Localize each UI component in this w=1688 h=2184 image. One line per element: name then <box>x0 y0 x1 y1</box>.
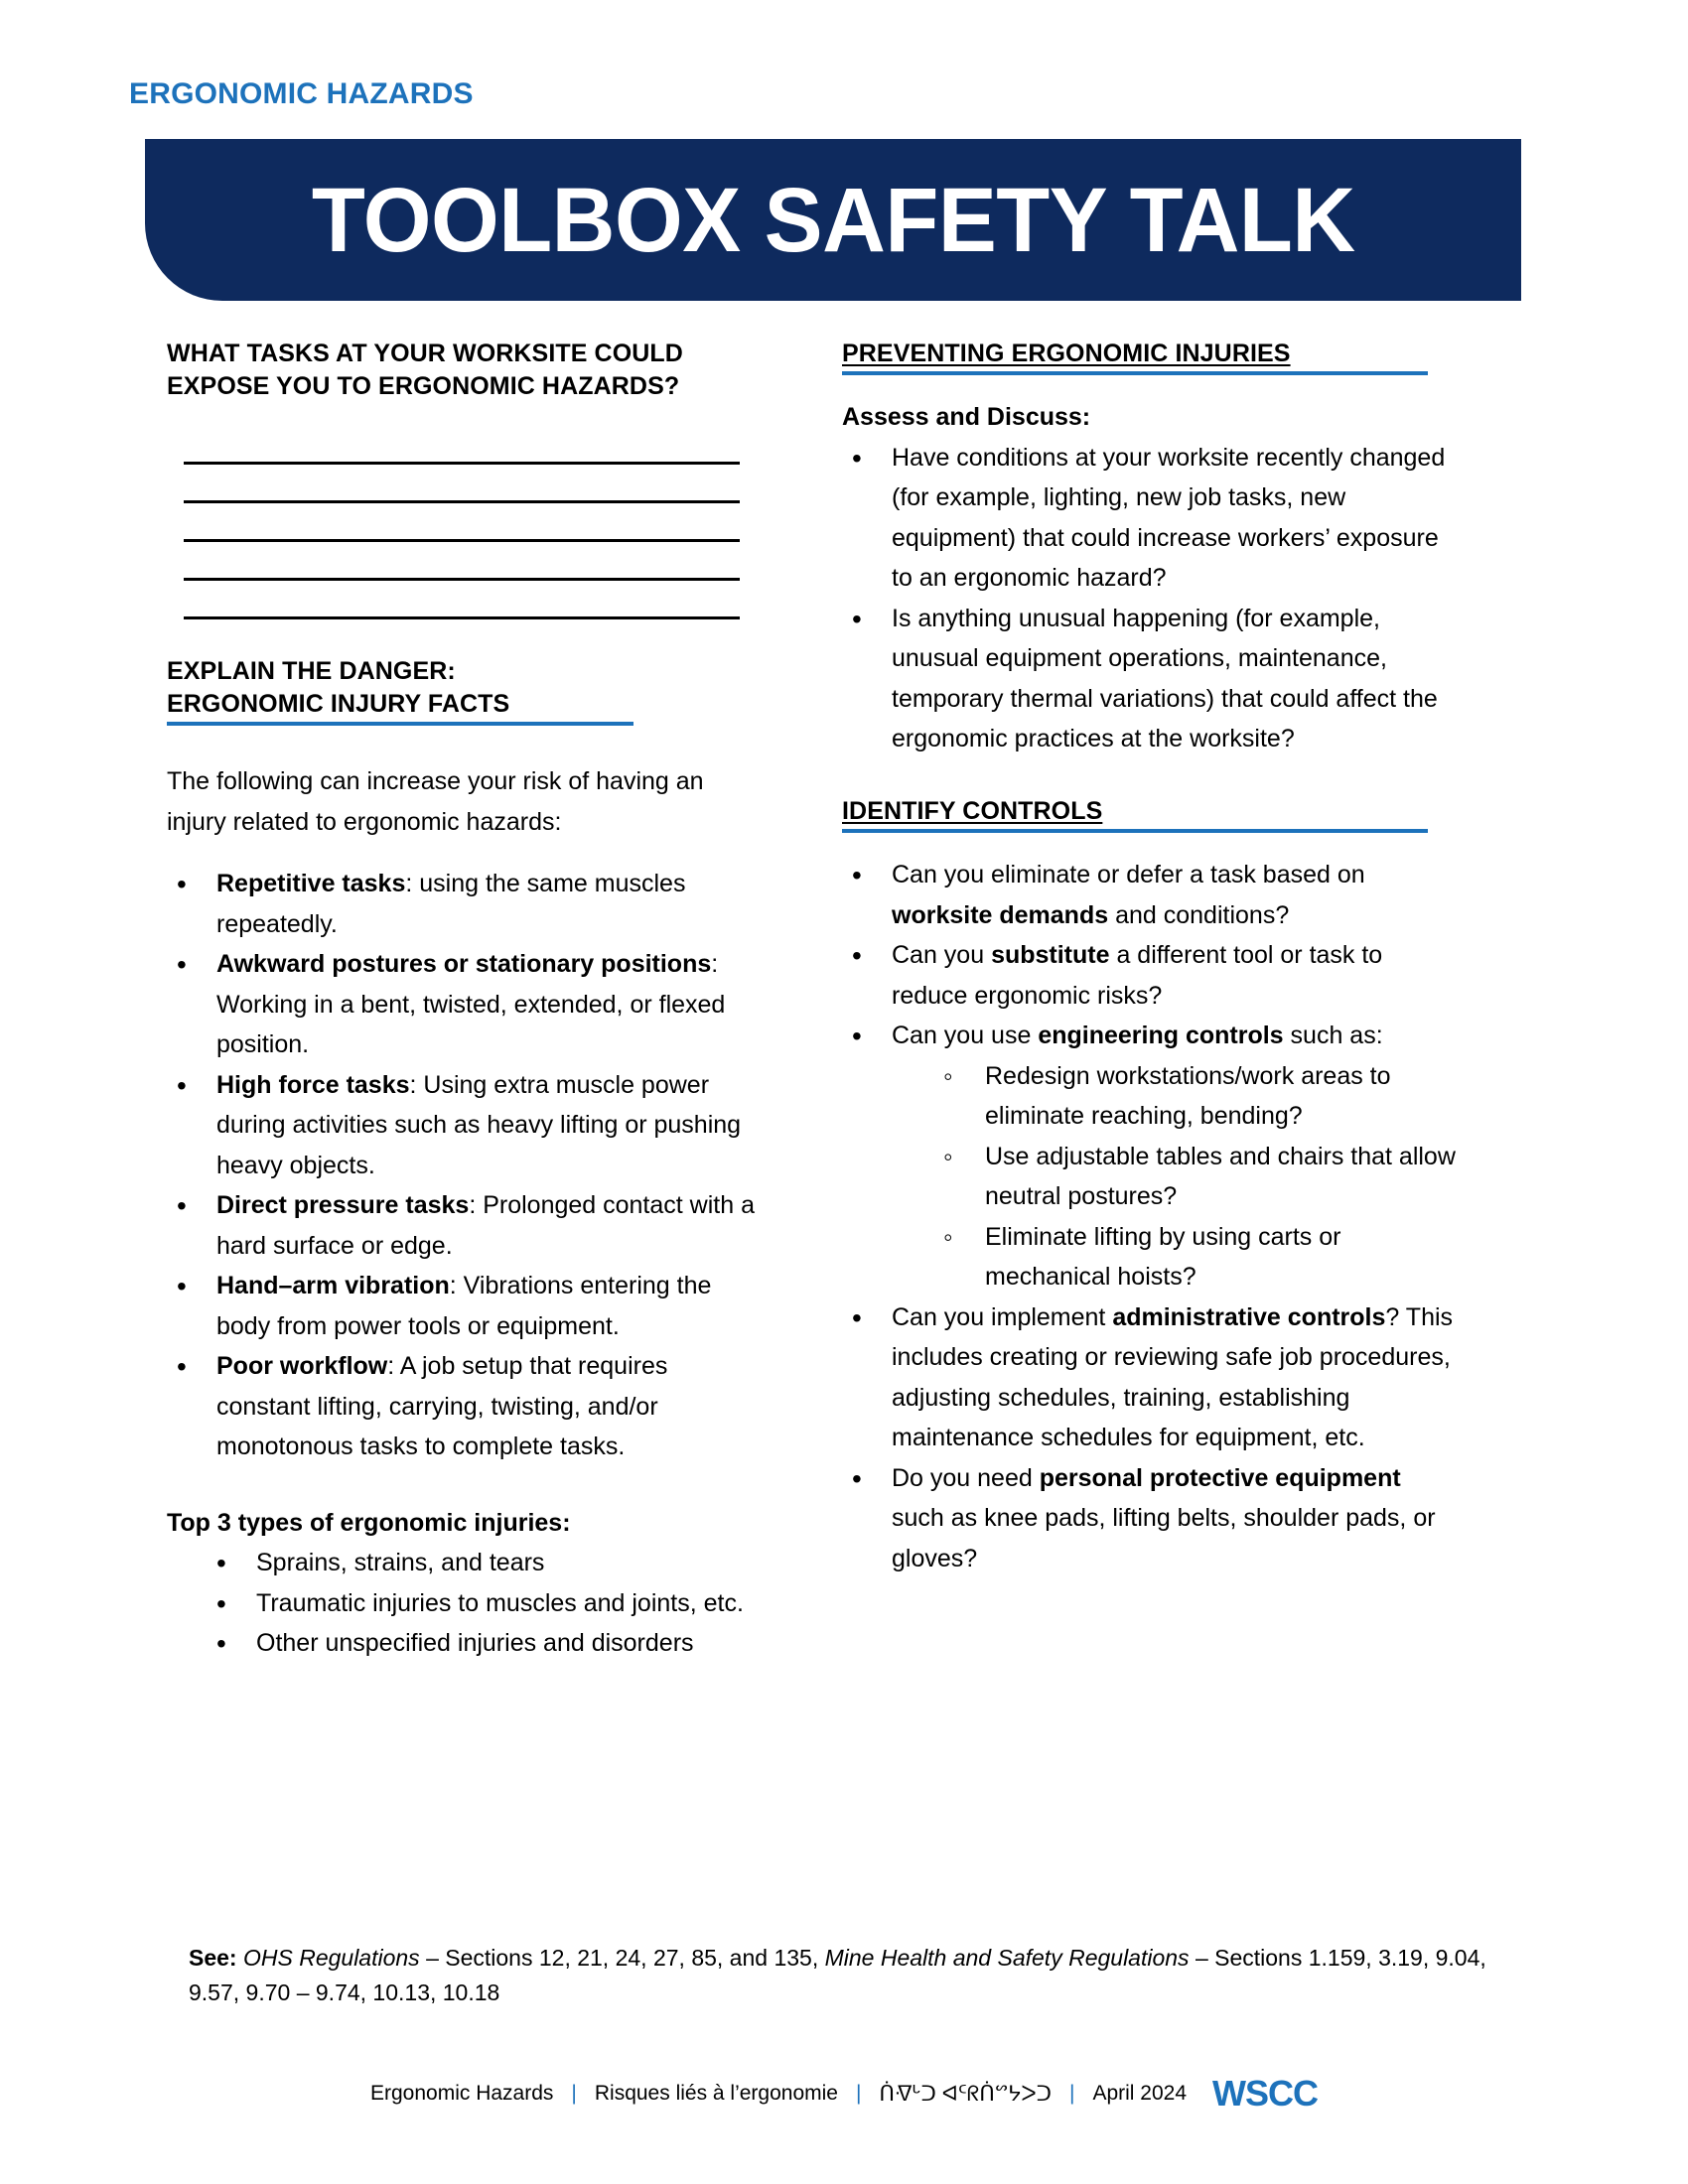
engineering-controls-sublist <box>892 1056 1458 1297</box>
control-bold: administrative controls <box>1112 1302 1386 1331</box>
list-item: ◦ Eliminate lifting by using carts or mechanical hoists? <box>933 1217 1458 1297</box>
list-item <box>167 1185 763 1266</box>
footer-title-iu: ᑏᐌᒡᑐ ᐊᑦᖇᑏᔥᔭᐳᑐ <box>879 2082 1052 2106</box>
danger-intro: The following can increase your risk of having an injury related to ergonomic hazards: <box>167 767 704 836</box>
danger-heading-line1: EXPLAIN THE DANGER: <box>167 656 456 685</box>
top3-list <box>167 1543 763 1664</box>
fact-rest: : A job setup that requires constant lifting, carrying, twisting, and/or monotonous tasks to complete tasks. <box>216 1352 668 1460</box>
fact-rest: : using the same muscles repeatedly. <box>216 870 686 938</box>
list-item <box>167 1346 763 1467</box>
banner-title: TOOLBOX SAFETY TALK <box>311 169 1355 271</box>
preventing-heading: PREVENTING ERGONOMIC INJURIES <box>842 340 1291 367</box>
list-item <box>167 944 763 1065</box>
controls-heading-rule <box>842 829 1428 833</box>
controls-heading-block <box>842 795 1458 833</box>
control-post: ? This includes creating or reviewing safe job procedures, adjusting schedules, training, establishing maintenance schedules for equipment, etc. <box>892 1302 1454 1451</box>
fact-term: Direct pressure tasks <box>216 1191 470 1219</box>
tasks-heading-line1: WHAT TASKS AT YOUR WORKSITE COULD <box>167 340 683 367</box>
write-in-line[interactable] <box>184 581 740 619</box>
write-in-lines[interactable] <box>184 426 740 619</box>
tasks-heading <box>167 338 763 404</box>
control-bold: substitute <box>991 941 1110 969</box>
assess-heading-text: Assess and Discuss: <box>842 403 1091 432</box>
assess-list <box>842 438 1458 759</box>
write-in-line[interactable] <box>184 503 740 542</box>
control-pre: Do you need <box>892 1463 1040 1492</box>
list-item <box>842 855 1458 935</box>
footer-title-fr: Risques liés à l’ergonomie <box>594 2082 838 2105</box>
list-item <box>842 1016 1458 1297</box>
list-item: ◦ Redesign workstations/work areas to eliminate reaching, bending? <box>933 1056 1458 1137</box>
fact-term: Repetitive tasks <box>216 870 406 897</box>
fact-term: High force tasks <box>216 1070 410 1099</box>
control-pre: Can you implement <box>892 1302 1113 1331</box>
danger-heading-rule <box>167 722 633 726</box>
control-bold: personal protective equipment <box>1039 1463 1401 1492</box>
list-item <box>842 935 1458 1016</box>
list-item: • Traumatic injuries to muscles and joints, etc. <box>207 1583 763 1624</box>
list-item <box>167 1065 763 1186</box>
list-item <box>167 1266 763 1346</box>
list-item: • Sprains, strains, and tears <box>207 1543 763 1583</box>
reg1-title: OHS Regulations <box>242 1945 420 1971</box>
control-bold: engineering controls <box>1038 1022 1284 1049</box>
toolbox-safety-talk-banner <box>145 139 1521 301</box>
control-post: a different tool or task to reduce ergonomic risks? <box>892 941 1383 1010</box>
preventing-heading-rule <box>842 371 1428 375</box>
list-item <box>167 864 763 944</box>
regulations-reference <box>189 1941 1499 2009</box>
left-column <box>167 338 782 1664</box>
controls-heading: IDENTIFY CONTROLS <box>842 796 1103 825</box>
list-item <box>842 1297 1458 1458</box>
top3-heading-text: Top 3 types of ergonomic injuries: <box>167 1508 571 1537</box>
list-item <box>842 1458 1458 1579</box>
write-in-line[interactable] <box>184 465 740 503</box>
tasks-heading-line2: EXPOSE YOU TO ERGONOMIC HAZARDS? <box>167 372 680 401</box>
fact-term: Poor workflow <box>216 1352 388 1380</box>
fact-rest: : Vibrations entering the body from power tools or equipment. <box>216 1272 712 1340</box>
control-pre: Can you <box>892 941 992 969</box>
footer-separator: | <box>855 2082 862 2105</box>
list-item: • Have conditions at your worksite recently changed (for example, lighting, new job tasks, new equipment) that could increase workers’ exposure to an ergonomic hazard? <box>842 438 1458 599</box>
footer-separator: | <box>1068 2082 1075 2105</box>
reg2-title: Mine Health and Safety Regulations <box>824 1945 1190 1971</box>
controls-list <box>842 855 1458 1578</box>
footer-date: April 2024 <box>1092 2082 1188 2105</box>
wscc-logo: WSCC <box>1212 2073 1319 2114</box>
right-column <box>842 338 1458 1664</box>
write-in-line[interactable] <box>184 542 740 581</box>
list-item: ◦ Use adjustable tables and chairs that allow neutral postures? <box>933 1137 1458 1217</box>
fact-rest: : Prolonged contact with a hard surface or edge. <box>216 1191 755 1260</box>
control-post: such as knee pads, lifting belts, shoulder pads, or gloves? <box>892 1504 1436 1572</box>
fact-rest: : Working in a bent, twisted, extended, or flexed position. <box>216 950 726 1058</box>
danger-heading-line2: ERGONOMIC INJURY FACTS <box>167 689 510 718</box>
fact-rest: : Using extra muscle power during activities such as heavy lifting or pushing heavy objects. <box>216 1070 742 1179</box>
reg2-sections: – Sections 1.159, 3.19, 9.04, 9.57, 9.70 – 9.74, 10.13, 10.18 <box>189 1945 1486 2005</box>
content-columns <box>0 338 1688 1664</box>
control-post: such as: <box>1283 1022 1383 1049</box>
control-pre: Can you eliminate or defer a task based on <box>892 861 1365 888</box>
fact-term: Awkward postures or stationary positions <box>216 950 712 978</box>
control-bold: worksite demands <box>892 900 1109 929</box>
list-item: • Other unspecified injuries and disorders <box>207 1623 763 1664</box>
fact-term: Hand–arm vibration <box>216 1272 450 1299</box>
footer-title-en: Ergonomic Hazards <box>369 2082 554 2105</box>
preventing-heading-block <box>842 338 1458 375</box>
reg1-sections: – Sections 12, 21, 24, 27, 85, and 135, <box>419 1945 825 1971</box>
page-footer <box>0 2073 1688 2115</box>
top3-heading <box>167 1503 763 1544</box>
page-kicker: ERGONOMIC HAZARDS <box>129 77 474 110</box>
danger-heading <box>167 655 763 722</box>
see-label: See: <box>189 1945 237 1971</box>
write-in-line[interactable] <box>184 426 740 465</box>
danger-heading-block <box>167 655 763 727</box>
control-post: and conditions? <box>1108 900 1290 929</box>
assess-heading <box>842 397 1458 438</box>
footer-separator: | <box>571 2082 577 2105</box>
list-item: • Is anything unusual happening (for example, unusual equipment operations, maintenance, temporary thermal variations) that could affect the ergonomic practices at the worksite? <box>842 599 1458 759</box>
control-pre: Can you use <box>892 1022 1039 1049</box>
ergonomic-facts-list <box>167 864 763 1467</box>
